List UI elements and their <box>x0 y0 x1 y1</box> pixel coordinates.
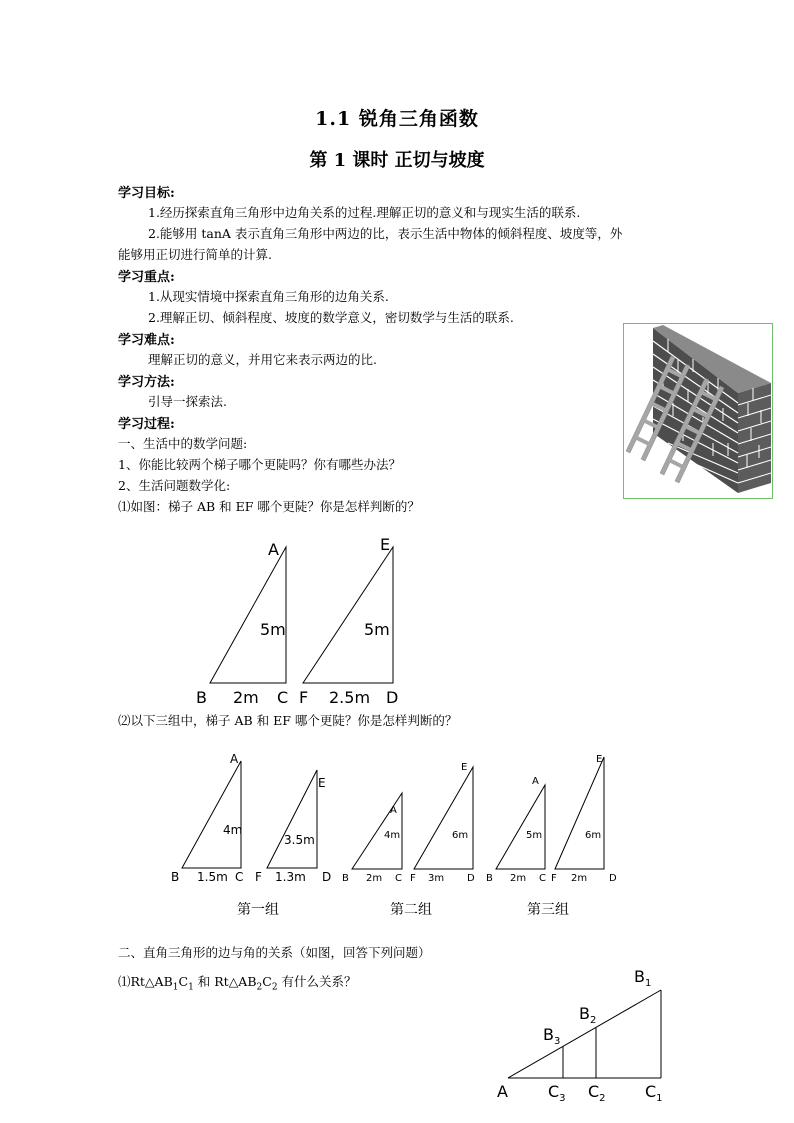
g3-label-b: B <box>486 873 493 884</box>
g1-triangle-abc <box>182 761 241 868</box>
question-2-1: ⑴如图：梯子 AB 和 EF 哪个更陡？你是怎样判断的？ <box>118 499 420 514</box>
g2-triangle-efd <box>414 767 473 869</box>
g1-label-b: B <box>171 870 180 884</box>
label-height-left: 5m <box>260 620 286 639</box>
g1-label-d: D <box>322 870 332 884</box>
goals-item-2a: 2.能够用 tanA 表示直角三角形中两边的比，表示生活中物体的倾斜程度、坡度等，外 <box>148 226 623 241</box>
section-1-title: 一、生活中的数学问题: <box>118 436 248 451</box>
g2-label-b1: 2m <box>366 873 383 884</box>
g3-label-f: F <box>551 873 557 884</box>
label-c: C <box>277 688 289 707</box>
difficulty-text: 理解正切的意义，并用它来表示两边的比. <box>148 352 377 367</box>
g3-label-d: D <box>609 873 617 884</box>
g3-label-b1: 2m <box>510 873 527 884</box>
g2-label-d: D <box>467 873 475 884</box>
fig3-label-c3: $C_3$ <box>548 1082 566 1104</box>
g1-label-e: E <box>318 776 326 790</box>
g1-caption: 第一组 <box>237 902 279 918</box>
label-b: B <box>196 688 207 707</box>
goals-item-2b: 能够用正切进行简单的计算. <box>118 247 272 262</box>
triangle-abc <box>210 547 286 683</box>
section-2-title: 二、直角三角形的边与角的关系（如图，回答下列问题） <box>118 945 431 960</box>
label-base-left: 2m <box>233 688 259 707</box>
g1-label-h1: 4m <box>223 823 243 837</box>
g1-label-c: C <box>235 870 244 884</box>
g2-label-b: B <box>342 873 349 884</box>
method-text: 引导一探索法. <box>148 394 227 409</box>
g3-label-a: A <box>532 776 539 787</box>
g1-label-h2: 3.5m <box>284 833 315 847</box>
fig3-label-b1: $B_1$ <box>634 967 652 989</box>
page-title: 1.1 锐角三角函数 <box>315 108 479 130</box>
fig3-label-c2: $C_2$ <box>588 1082 606 1104</box>
g2-label-h2: 6m <box>452 830 469 841</box>
question-2-2: ⑵以下三组中，梯子 AB 和 EF 哪个更陡？你是怎样判断的？ <box>118 713 458 728</box>
question-3: $⑴Rt\triangle AB_1C_1$ 和 $Rt\triangle AB_2C_2$ 有什么关系？ <box>118 974 357 993</box>
g3-triangle-efd <box>555 757 604 869</box>
g3-label-h2: 6m <box>585 830 602 841</box>
keypoints-item-1: 1.从现实情境中探索直角三角形的边角关系. <box>148 289 389 304</box>
figure-similar-triangles <box>490 960 690 1110</box>
g2-label-c: C <box>395 873 402 884</box>
triangle-efd <box>303 547 393 683</box>
figure-ladders-ab-ef <box>190 530 420 710</box>
label-f: F <box>299 688 309 707</box>
label-e: E <box>380 535 391 554</box>
g1-label-b2: 1.3m <box>275 870 306 884</box>
goals-heading: 学习目标: <box>118 186 175 201</box>
label-a: A <box>268 540 279 559</box>
method-heading: 学习方法: <box>118 375 175 390</box>
fig3-label-b3: $B_3$ <box>543 1025 561 1047</box>
label-d: D <box>386 688 399 707</box>
fig3-label-b2: $B_2$ <box>579 1004 597 1026</box>
g1-label-b1: 1.5m <box>197 870 228 884</box>
g1-triangle-efd <box>267 770 317 868</box>
g3-caption: 第三组 <box>527 902 569 918</box>
g3-label-h1: 5m <box>526 830 543 841</box>
g2-label-b2: 3m <box>428 873 445 884</box>
brick-wall-ladders-illustration <box>623 323 773 499</box>
g2-label-a: A <box>390 805 397 816</box>
g3-triangle-abc <box>496 785 545 869</box>
fig3-label-c1: $C_1$ <box>645 1082 663 1104</box>
g1-label-a: A <box>230 752 239 766</box>
g2-caption: 第二组 <box>390 902 432 918</box>
goals-item-1: 1.经历探索直角三角形中边角关系的过程.理解正切的意义和与现实生活的联系. <box>148 205 581 220</box>
keypoints-heading: 学习重点: <box>118 270 175 285</box>
g3-label-e: E <box>596 754 603 765</box>
label-height-right: 5m <box>364 620 390 639</box>
question-2: 2、生活问题数学化: <box>118 478 231 493</box>
difficulty-heading: 学习难点: <box>118 333 175 348</box>
fig3-label-a: A <box>497 1082 508 1101</box>
g2-label-e: E <box>461 762 468 773</box>
g2-label-h1: 4m <box>384 830 401 841</box>
g3-label-b2: 2m <box>571 873 588 884</box>
keypoints-item-2: 2.理解正切、倾斜程度、坡度的数学意义，密切数学与生活的联系. <box>148 310 514 325</box>
label-base-right: 2.5m <box>329 688 371 707</box>
question-1: 1、你能比较两个梯子哪个更陡吗？你有哪些办法？ <box>118 457 401 472</box>
page-subtitle: 第 1 课时 正切与坡度 <box>309 150 485 171</box>
g1-label-f: F <box>255 870 262 884</box>
process-heading: 学习过程: <box>118 417 175 432</box>
g3-label-c: C <box>539 873 546 884</box>
figure-three-groups <box>165 740 635 920</box>
g2-label-f: F <box>410 873 416 884</box>
